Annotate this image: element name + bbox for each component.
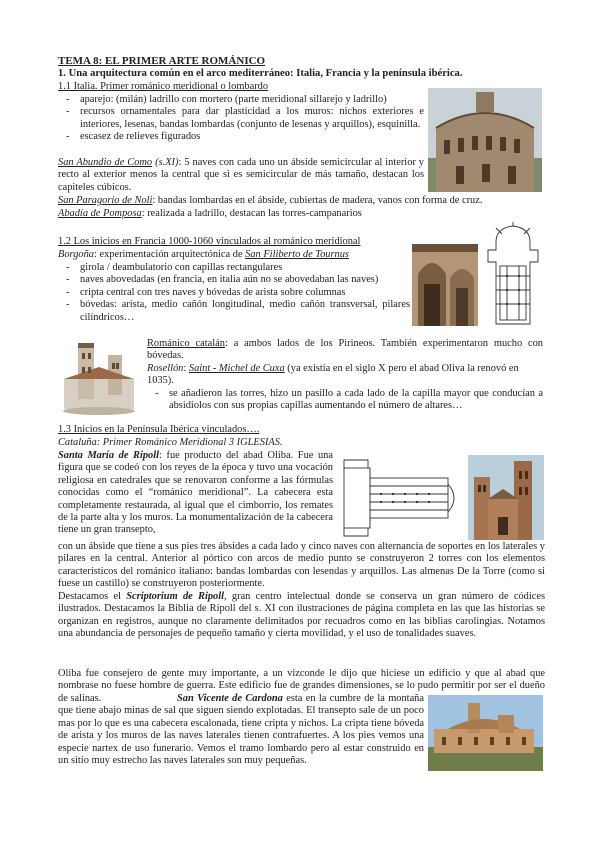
cardona-photo: [428, 695, 543, 771]
list-item: - cripta central con tres naves y bóvedas de arista sobre columnas: [58, 287, 410, 299]
ripoll-photo: [468, 455, 544, 540]
paragorio-paragraph: [58, 195, 545, 207]
burgundy-paragraph: [58, 249, 418, 261]
list-item: - se añadieron las torres, hizo un pasillo a cada lado de la capilla mayor que conducían a absidiolos con sus propias capillas aumentando el número de altares…: [147, 388, 543, 413]
rosellon-name: Rosellón: [147, 363, 184, 374]
list-item: - bóvedas: arista, medio cañón longitudinal, medio cañón transversal, pilares cilíndricos…: [58, 299, 410, 324]
cardona-name: San Vicente de Cardona: [177, 693, 283, 704]
cuxa-photo: [58, 333, 140, 417]
paragorio-name: San Paragorio de Noli: [58, 195, 153, 206]
section-1-1-heading: 1.1 Italia. Primer románico meridional o lombardo: [58, 81, 269, 92]
section-1-3-heading: 1.3 Inicios en la Península Ibérica vinculados….: [58, 424, 260, 435]
list-item: - girola / deambulatorio con capillas rectangulares: [58, 262, 410, 274]
scriptorium-prefix: Destacamos el: [58, 591, 127, 602]
ripoll-floor-plan: [342, 458, 462, 540]
tournus-name: San Filiberto de Tournus: [245, 249, 349, 260]
cuxa-paragraph: Rosellón: Saint - Michel de Cuxa (ya existía en el siglo X pero el abad Oliva la renovó en 1035).: [147, 363, 519, 387]
list-item: - aparejo: (milán) ladrillo con mortero (parte meridional sillarejo y ladrillo): [58, 94, 424, 106]
scriptorium-name: Scriptorium de Ripoll: [126, 591, 225, 602]
abundio-date: (s.XI): [152, 157, 179, 168]
document-title: TEMA 8: EL PRIMER ARTE ROMÁNICO: [58, 55, 266, 67]
tournus-floor-plan: [482, 220, 544, 330]
burgundy-name: Borgoña: [58, 249, 94, 260]
pomposa-text: : realizada a ladrillo, destacan las torres-campanarios: [141, 208, 362, 219]
abundio-paragraph: [58, 157, 424, 194]
oliba-text: Oliba fue consejero de gente muy importante, a un vizconde le dijo que hiciese un edificio y que al abad que nombrase no fuese hombre de guerra. Este edificio fue de grandes dimensiones, se lo pudo permitir por ser el dueño de salinas.: [58, 668, 545, 704]
cardona-paragraph: [58, 693, 424, 767]
ripoll-continuation: con un ábside que tiene a sus pies tres ábsides a cada lado y cinco naves con alternancia de soportes en los laterales y pilares en la central. Anterior al pórtico con arcos de medio punto se construyeron 2 torres con los elementos característicos del románico italiano: bandas lombardas con lesendas y arquillos. Las almenas De la Torre (como si fuese un castillo) se construyeron posteriormente.: [58, 541, 545, 590]
catalan-name: Románico catalán: [147, 338, 225, 349]
catalan-paragraph: [147, 338, 543, 363]
apse-photo: [428, 88, 542, 192]
section-1-heading: 1. Una arquitectura común en el arco mediterráneo: Italia, Francia y la península ibérica.: [58, 68, 463, 79]
cuxa-name: Saint - Michel de Cuxa: [188, 363, 285, 374]
pomposa-paragraph: [58, 208, 545, 220]
cardona-text: esta en la cumbre de la montaña que tiene abajo minas de sal que siguen siendo explotadas. El transepto sale de un poco mas por lo que es una cabecera escalonada, tiene cripta y nichos. La cripta tiene bóveda de arista y los muros de las naves laterales tienen contrafuertes. A los pies vemos una especie nartex de uso funerario. Vemos el tramo lombardo pero al estar construido en un sitio muy estrecho las naves laterales son muy pequeñas.: [58, 693, 424, 767]
abundio-name: San Abundio de Como: [58, 157, 153, 168]
list-item: - naves abovedadas (en francia, en italia aún no se abovedaban las naves): [58, 274, 410, 286]
list-item: - escasez de relieves figurados: [58, 131, 424, 143]
pomposa-name: Abadía de Pomposa: [58, 208, 142, 219]
catalan-text: : a ambos lados de los Pirineos. También experimentaron mucho con bóvedas.: [147, 338, 543, 362]
cuxa-text: (ya existía en el siglo X pero el abad Oliva la renovó en 1035).: [147, 363, 519, 387]
abundio-text: : 5 naves con cada uno un ábside semicircular al interior y recto al exterior menos la central que si es semicircular de más tamaño, destacan los capiteles cúbicos.: [58, 157, 425, 193]
cuxa-bullet-list: [147, 388, 543, 413]
tournus-interior-photo: [412, 244, 478, 326]
ripoll-name: Santa María de Ripoll: [58, 450, 160, 461]
scriptorium-paragraph: [58, 591, 545, 641]
ripoll-paragraph: [58, 450, 333, 537]
scriptorium-text: , gran centro intelectual donde se conserva un gran número de códices ilustrados. Destacamos la Biblia de Ripoll del s. XI con ilustraciones de página completa en las que las historias se organizan en registros, aunque no claramente delimitados por recuadros como en las biblias carolingias. Notamos una abundancia de personajes de pequeño tamaño y cierta movilidad, y el uso de tonalidades suaves.: [58, 591, 545, 640]
france-bullet-list: [58, 262, 410, 324]
ripoll-text: : fue producto del abad Oliba. Fue una figura que se codeó con los reyes de la época y tuvo una vocación religiosa en catedrales que se renovaron conforme a las fórmulas conocidas como el “románico meridional”. La cabecera esta completamente restaurada, al igual que el cimborrio, los remates de la parte alta y los muros. La monumentalización de la cabecera tiene un gran transepto,: [58, 450, 333, 536]
italy-bullet-list: [58, 94, 424, 144]
paragorio-text: : bandas lombardas en el ábside, cubiertas de madera, vanos con forma de cruz.: [152, 195, 483, 206]
section-1-2-heading: 1.2 Los inicios en Francia 1000-1060 vinculados al románico meridional: [58, 236, 361, 247]
catalonia-subheading: Cataluña: Primer Románico Meridional 3 IGLESIAS.: [58, 437, 283, 448]
list-item: - recursos ornamentales para dar plasticidad a los muros: nichos exteriores e interiores, lesenas, bandas lombardas (conjunto de lesenas y arquillos), esquinilla.: [58, 106, 424, 131]
burgundy-text: : experimentación arquitectónica de: [93, 249, 246, 260]
